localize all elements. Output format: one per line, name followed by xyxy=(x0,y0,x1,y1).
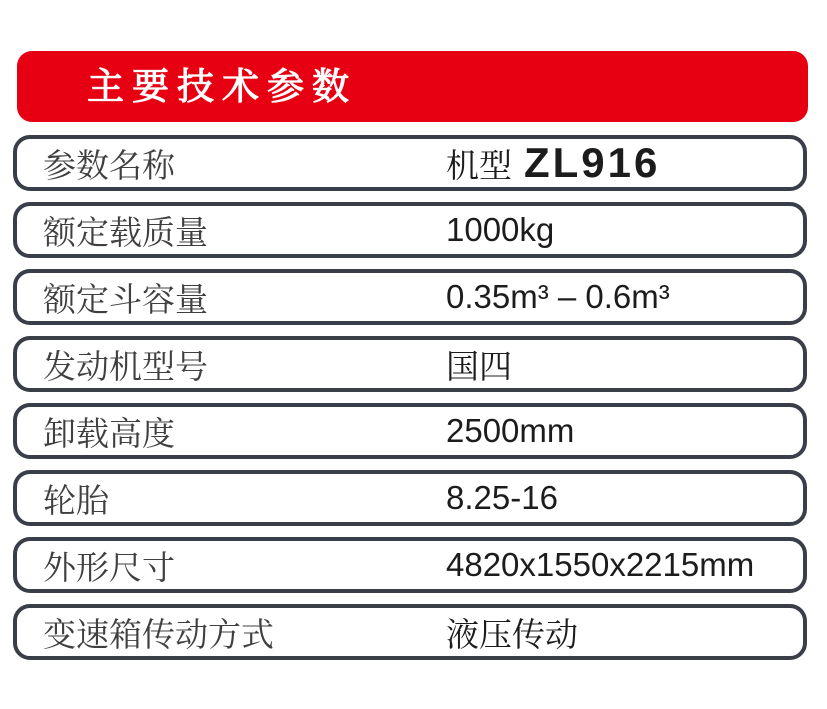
spec-row-engine-model xyxy=(13,336,807,392)
section-title: 主要技术参数 xyxy=(87,66,357,107)
spec-row-tires xyxy=(13,470,807,526)
section-header-banner xyxy=(17,51,808,122)
spec-label: 发动机型号 xyxy=(43,347,208,385)
spec-label: 轮胎 xyxy=(43,481,109,519)
spec-label: 卸载高度 xyxy=(43,414,175,452)
header-label: 参数名称 xyxy=(43,146,175,184)
model-name: ZL916 xyxy=(524,139,661,186)
model-prefix-label: 机型 xyxy=(446,147,512,184)
spec-row-bucket-capacity xyxy=(13,269,807,325)
spec-label: 变速箱传动方式 xyxy=(43,615,274,653)
spec-row-dimensions xyxy=(13,537,807,593)
spec-row-transmission xyxy=(13,604,807,660)
spec-value: 0.35m³ – 0.6m³ xyxy=(446,278,670,315)
spec-value: 1000kg xyxy=(446,211,555,248)
table-header-row xyxy=(13,135,807,191)
spec-value: 液压传动 xyxy=(446,615,578,653)
spec-label: 额定斗容量 xyxy=(43,280,208,318)
spec-row-dump-height xyxy=(13,403,807,459)
spec-label: 额定载质量 xyxy=(43,213,208,251)
header-value xyxy=(446,139,660,187)
spec-value: 4820x1550x2215mm xyxy=(446,546,755,583)
spec-table xyxy=(13,135,807,671)
spec-row-rated-load xyxy=(13,202,807,258)
spec-value: 国四 xyxy=(446,347,512,385)
spec-label: 外形尺寸 xyxy=(43,548,175,586)
spec-value: 8.25-16 xyxy=(446,479,558,516)
spec-value: 2500mm xyxy=(446,412,575,449)
